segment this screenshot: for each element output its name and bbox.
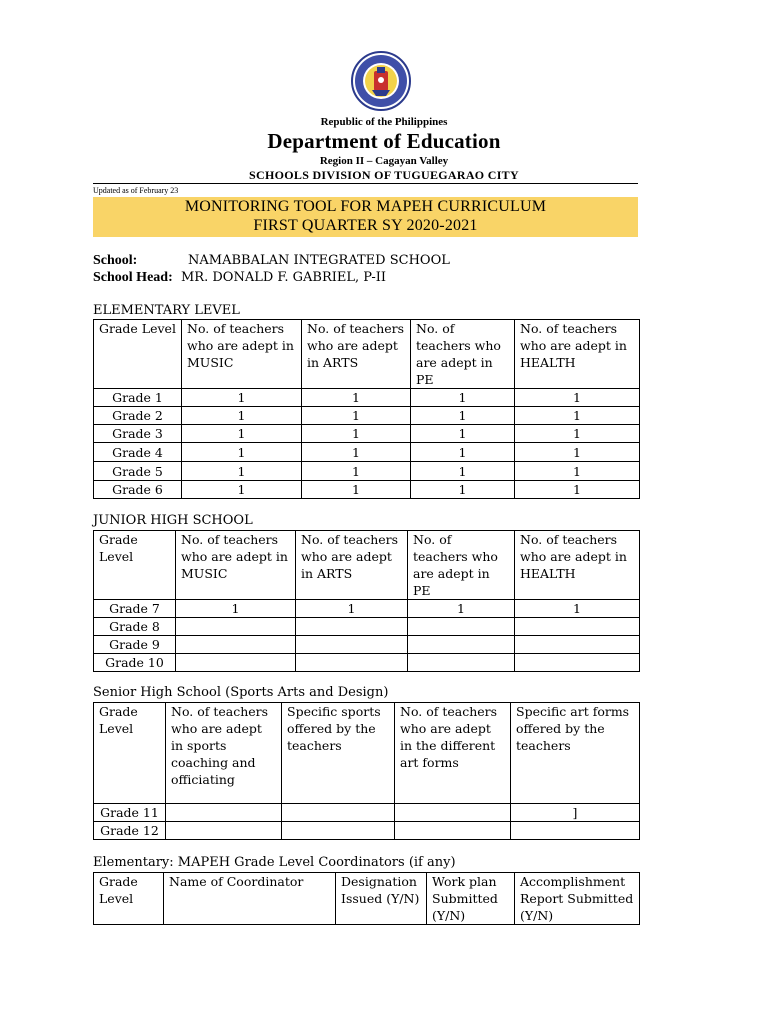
value-cell: 1 — [515, 481, 640, 499]
value-cell: 1 — [515, 443, 640, 462]
school-head-label: School Head: — [93, 270, 173, 285]
grade-cell: Grade 2 — [94, 407, 182, 425]
grade-cell: Grade 3 — [94, 425, 182, 443]
jhs-title: JUNIOR HIGH SCHOOL — [93, 513, 253, 528]
value-cell: 1 — [302, 481, 411, 499]
shs-table — [93, 702, 640, 840]
value-cell — [282, 822, 395, 840]
value-cell: 1 — [182, 425, 302, 443]
value-cell: 1 — [176, 600, 296, 618]
banner-line-2: FIRST QUARTER SY 2020-2021 — [253, 217, 478, 234]
table-header-row — [94, 531, 640, 600]
elementary-title: ELEMENTARY LEVEL — [93, 303, 240, 318]
value-cell — [515, 618, 640, 636]
value-cell: 1 — [302, 443, 411, 462]
deped-seal-icon — [322, 50, 440, 112]
header-cell: No. of teachers who are adept in PE — [408, 531, 515, 600]
value-cell: 1 — [182, 407, 302, 425]
value-cell: 1 — [302, 425, 411, 443]
value-cell: 1 — [411, 389, 515, 407]
value-cell: 1 — [296, 600, 408, 618]
grade-cell: Grade 10 — [94, 654, 176, 672]
value-cell: 1 — [182, 389, 302, 407]
title-banner — [93, 197, 638, 237]
header-cell: No. of teachers who are adept in ARTS — [296, 531, 408, 600]
header-cell: No. of teachers who are adept in PE — [411, 320, 515, 389]
table-row — [94, 462, 640, 481]
header-cell: Specific art forms offered by the teachers — [511, 703, 640, 804]
elementary-table — [93, 319, 640, 499]
shs-title: Senior High School (Sports Arts and Design) — [93, 685, 389, 700]
jhs-table — [93, 530, 640, 672]
value-cell — [395, 822, 511, 840]
value-cell: 1 — [411, 443, 515, 462]
header-cell: Grade Level — [94, 703, 166, 804]
header-cell: Name of Coordinator — [164, 873, 336, 925]
header-cell: Designation Issued (Y/N) — [336, 873, 427, 925]
table-row — [94, 600, 640, 618]
value-cell — [511, 822, 640, 840]
value-cell — [408, 636, 515, 654]
coordinators-title: Elementary: MAPEH Grade Level Coordinators (if any) — [93, 855, 456, 870]
value-cell: 1 — [411, 462, 515, 481]
header-cell: No. of teachers who are adept in HEALTH — [515, 531, 640, 600]
value-cell: ] — [511, 804, 640, 822]
header-cell: No. of teachers who are adept in sports coaching and officiating — [166, 703, 282, 804]
value-cell — [408, 654, 515, 672]
value-cell — [515, 636, 640, 654]
school-row — [93, 253, 450, 269]
value-cell — [176, 654, 296, 672]
table-row — [94, 654, 640, 672]
table-row — [94, 389, 640, 407]
table-row — [94, 636, 640, 654]
grade-cell: Grade 12 — [94, 822, 166, 840]
value-cell — [166, 822, 282, 840]
value-cell: 1 — [515, 425, 640, 443]
value-cell: 1 — [411, 425, 515, 443]
school-head-value: MR. DONALD F. GABRIEL, P-II — [181, 270, 386, 285]
value-cell: 1 — [302, 389, 411, 407]
value-cell: 1 — [515, 407, 640, 425]
table-header-row — [94, 873, 640, 925]
banner-line-1: MONITORING TOOL FOR MAPEH CURRICULUM — [184, 198, 547, 215]
grade-cell: Grade 11 — [94, 804, 166, 822]
grade-cell: Grade 9 — [94, 636, 176, 654]
value-cell — [296, 618, 408, 636]
table-row — [94, 443, 640, 462]
header-cell: Accomplishment Report Submitted (Y/N) — [515, 873, 640, 925]
header-cell: No. of teachers who are adept in ARTS — [302, 320, 411, 389]
header-divider — [93, 183, 638, 184]
value-cell: 1 — [411, 407, 515, 425]
value-cell — [282, 804, 395, 822]
value-cell: 1 — [411, 481, 515, 499]
header-cell: No. of teachers who are adept in the different art forms — [395, 703, 511, 804]
header-cell: Grade Level — [94, 320, 182, 389]
header-cell: Work plan Submitted (Y/N) — [427, 873, 515, 925]
value-cell — [176, 636, 296, 654]
value-cell: 1 — [515, 389, 640, 407]
header-cell: Specific sports offered by the teachers — [282, 703, 395, 804]
region-heading: Region II – Cagayan Valley — [319, 155, 449, 167]
grade-cell: Grade 6 — [94, 481, 182, 499]
table-row — [94, 407, 640, 425]
value-cell — [515, 654, 640, 672]
table-row — [94, 481, 640, 499]
table-row — [94, 804, 640, 822]
table-header-row — [94, 703, 640, 804]
value-cell: 1 — [182, 443, 302, 462]
department-title: Department of Education — [267, 129, 501, 153]
value-cell — [296, 636, 408, 654]
value-cell — [296, 654, 408, 672]
school-head-row — [93, 270, 386, 286]
table-row — [94, 822, 640, 840]
grade-cell: Grade 7 — [94, 600, 176, 618]
grade-cell: Grade 5 — [94, 462, 182, 481]
table-header-row — [94, 320, 640, 389]
header-cell: No. of teachers who are adept in MUSIC — [182, 320, 302, 389]
table-row — [94, 618, 640, 636]
value-cell — [176, 618, 296, 636]
school-label: School: — [93, 253, 138, 268]
value-cell — [408, 618, 515, 636]
value-cell: 1 — [515, 600, 640, 618]
header-cell: Grade Level — [94, 531, 176, 600]
table-row — [94, 425, 640, 443]
header-cell: Grade Level — [94, 873, 164, 925]
division-heading: SCHOOLS DIVISION OF TUGUEGARAO CITY — [249, 168, 519, 182]
value-cell: 1 — [408, 600, 515, 618]
grade-cell: Grade 8 — [94, 618, 176, 636]
republic-heading: Republic of the Philippines — [320, 116, 448, 128]
header-cell: No. of teachers who are adept in HEALTH — [515, 320, 640, 389]
value-cell — [166, 804, 282, 822]
value-cell — [395, 804, 511, 822]
value-cell: 1 — [515, 462, 640, 481]
updated-note: Updated as of February 23 — [93, 186, 179, 195]
header-cell: No. of teachers who are adept in MUSIC — [176, 531, 296, 600]
value-cell: 1 — [302, 407, 411, 425]
value-cell: 1 — [302, 462, 411, 481]
grade-cell: Grade 1 — [94, 389, 182, 407]
school-value: NAMABBALAN INTEGRATED SCHOOL — [188, 253, 450, 268]
coordinators-table — [93, 872, 640, 925]
grade-cell: Grade 4 — [94, 443, 182, 462]
value-cell: 1 — [182, 481, 302, 499]
value-cell: 1 — [182, 462, 302, 481]
